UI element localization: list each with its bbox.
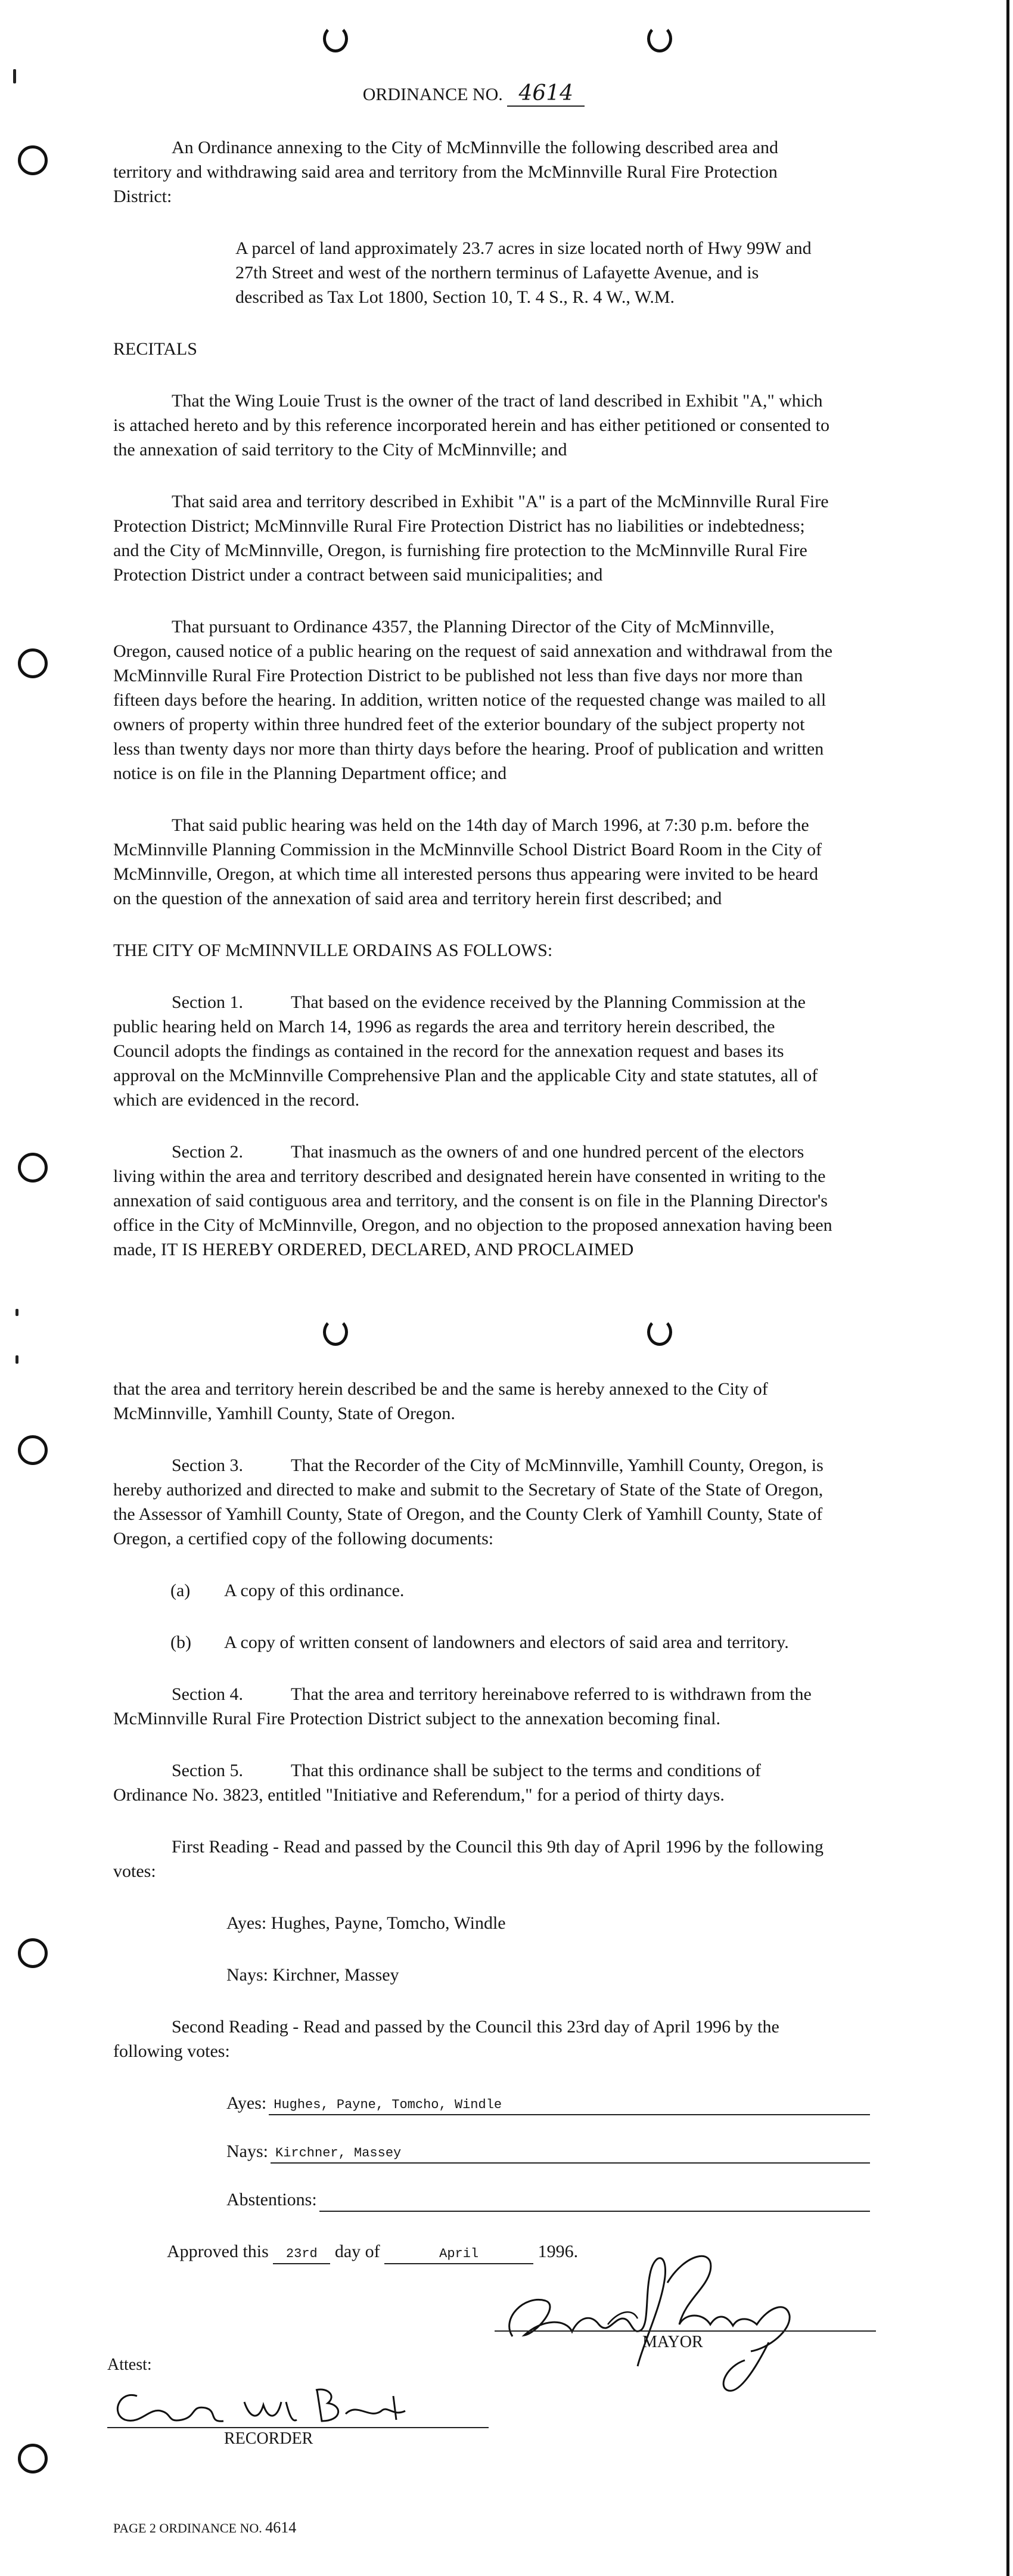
item-b-label: (b) [170,1632,191,1652]
recital-paragraph-2: That said area and territory described in Exhibit "A" is a part of the McMinnville Rural Fire Protection District; McMinnville Rural Fire Protection District has no liabilities or indebtedness; and the City of McMinnville, Oregon, is furnishing fire protection to the McMinnville Rural Fire Protection District under a contract between said municipalities; and [113,492,829,585]
punch-hole-top-left [323,25,348,52]
punch-hole-left-5 [18,1938,48,1968]
second-reading: Second Reading - Read and passed by the Council this 23rd day of April 1996 by the following votes: [113,2017,779,2061]
punch-hole-top-right [647,25,672,52]
section-2-label: Section 2. [172,1142,243,1162]
abstentions-label: Abstentions: [226,2190,317,2209]
approved-day-value: 23rd [273,2245,330,2264]
ordains-heading: THE CITY OF McMINNVILLE ORDAINS AS FOLLOWS: [113,941,553,960]
approved-this-label: Approved this [167,2242,269,2261]
section-5-label: Section 5. [172,1761,243,1780]
recital-paragraph-3: That pursuant to Ordinance 4357, the Planning Director of the City of McMinnville, Oregon, caused notice of a public hearing on the request of said annexation and withdrawal from the McMinnville Rural Fire Protection District to be published not less than five days nor more than fifteen days before the hearing. In addition, written notice of the requested change was mailed to all owners of property within three hundred feet of the exterior boundary of the subject property not less than twenty days nor more than thirty days before the hearing. Proof of publication and written notice is on file in the Planning Department office; and [113,617,833,783]
mayor-signature [489,2229,822,2408]
recital-paragraph-4: That said public hearing was held on the 14th day of March 1996, at 7:30 p.m. before the McMinnville Planning Commission in the McMinnville School District Board Room in the City of McMinnville, Oregon, at which time all interested persons thus appearing were invited to be heard on the question of the annexation of said area and territory herein first described; and [113,815,822,908]
intro-paragraph: An Ordinance annexing to the City of McMinnville the following described area and territory and withdrawing said area and territory from the McMinnville Rural Fire Protection District: [113,138,779,206]
footer-ordinance-number: 4614 [265,2519,297,2536]
recital-paragraph-1: That the Wing Louie Trust is the owner of the tract of land described in Exhibit "A," which is attached hereto and by this reference incorporated herein and has either petitioned or consented to the annexation of said territory to the City of McMinnville; and [113,391,830,460]
abstentions-value [319,2193,870,2212]
second-nays-value: Kirchner, Massey [271,2144,870,2164]
approved-month-value: April [384,2245,533,2264]
recitals-heading: RECITALS [113,339,197,359]
section-5-text: That this ordinance shall be subject to the terms and conditions of Ordinance No. 3823, entitled "Initiative and Referendum," for a period of thirty days. [113,1761,761,1805]
section-4-label: Section 4. [172,1684,243,1704]
punch-hole-left-3 [18,1153,48,1183]
document-item-b [170,1630,834,1655]
first-reading-nays: Nays: Kirchner, Massey [226,1965,399,1985]
second-nays-label: Nays: [226,2142,268,2161]
punch-hole-mid-left [323,1318,348,1346]
ordinance-body-part-2 [113,1377,834,2264]
section-1-label: Section 1. [172,992,243,1012]
mayor-label: MAYOR [642,2333,703,2351]
page-edge [1006,0,1009,2576]
second-ayes-value: Hughes, Payne, Tomcho, Windle [269,2096,870,2115]
mayor-signature-line [495,2330,876,2332]
section-4-paragraph [113,1682,834,1731]
punch-hole-left-2 [18,648,48,678]
binder-mark [13,69,16,83]
second-nays-line [226,2139,870,2164]
recorder-signature [107,2378,417,2438]
section-1-paragraph [113,990,834,1112]
second-ayes-line [226,2091,870,2115]
first-reading-ayes: Ayes: Hughes, Payne, Tomcho, Windle [226,1913,506,1933]
section-2-continuation: that the area and territory herein described be and the same is hereby annexed to the City of McMinnville, Yamhill County, State of Oregon. [113,1379,768,1423]
section-4-text: That the area and territory hereinabove referred to is withdrawn from the McMinnville Rural Fire Protection District subject to the annexation becoming final. [113,1684,812,1728]
section-2-paragraph [113,1140,834,1262]
section-1-text: That based on the evidence received by the Planning Commission at the public hearing held on March 14, 1996 as regards the area and territory herein described, the Council adopts the findings as contained in the record for the annexation request and bases its approval on the McMinnville Comprehensive Plan and the applicable City and state statutes, all of which are evidenced in the record. [113,992,818,1110]
item-a-text: A copy of this ordinance. [224,1581,405,1600]
parcel-description: A parcel of land approximately 23.7 acres in size located north of Hwy 99W and 27th Street and west of the northern terminus of Lafayette Avenue, and is described as Tax Lot 1800, Section 10, T. 4 S., R. 4 W., W.M. [235,238,812,307]
ordinance-no-label: ORDINANCE NO. [362,85,503,104]
first-reading: First Reading - Read and passed by the Council this 9th day of April 1996 by the following votes: [113,1837,824,1881]
section-5-paragraph [113,1758,834,1807]
attest-label: Attest: [107,2355,152,2374]
ordinance-title [113,81,834,107]
item-b-text: A copy of written consent of landowners and electors of said area and territory. [224,1632,789,1652]
recorder-signature-line [107,2427,489,2428]
footer-label: PAGE 2 ORDINANCE NO. [113,2521,262,2535]
day-of-label: day of [334,2242,380,2261]
second-ayes-label: Ayes: [226,2093,267,2113]
ordinance-body-part-1 [113,81,834,1289]
binder-mark [15,1355,18,1364]
ordinance-number-handwritten: 4614 [507,81,585,107]
abstentions-line [226,2187,870,2212]
punch-hole-mid-right [647,1318,672,1346]
item-a-label: (a) [170,1581,191,1600]
punch-hole-left-6 [18,2444,48,2473]
section-2-text: That inasmuch as the owners of and one hundred percent of the electors living within the area and territory described and designated herein have consented in writing to the annexation of said contiguous area and territory, and the consent is on file in the Planning Director's office in the City of McMinnville, Oregon, and no objection to the proposed annexation having been made, IT IS HEREBY ORDERED, DECLARED, AND PROCLAIMED [113,1142,832,1259]
approved-year: 1996. [537,2242,579,2261]
punch-hole-left-4 [18,1435,48,1465]
document-item-a [170,1578,834,1603]
section-3-paragraph [113,1453,834,1551]
binder-mark [15,1309,18,1316]
section-3-text: That the Recorder of the City of McMinnville, Yamhill County, Oregon, is hereby authorized and directed to make and submit to the Secretary of State of the State of Oregon, the Assessor of Yamhill County, State of Oregon, and the County Clerk of Yamhill County, State of Oregon, a certified copy of the following documents: [113,1455,824,1548]
page-footer [113,2519,296,2537]
recorder-label: RECORDER [224,2429,313,2448]
section-3-label: Section 3. [172,1455,243,1475]
punch-hole-left-1 [18,145,48,175]
